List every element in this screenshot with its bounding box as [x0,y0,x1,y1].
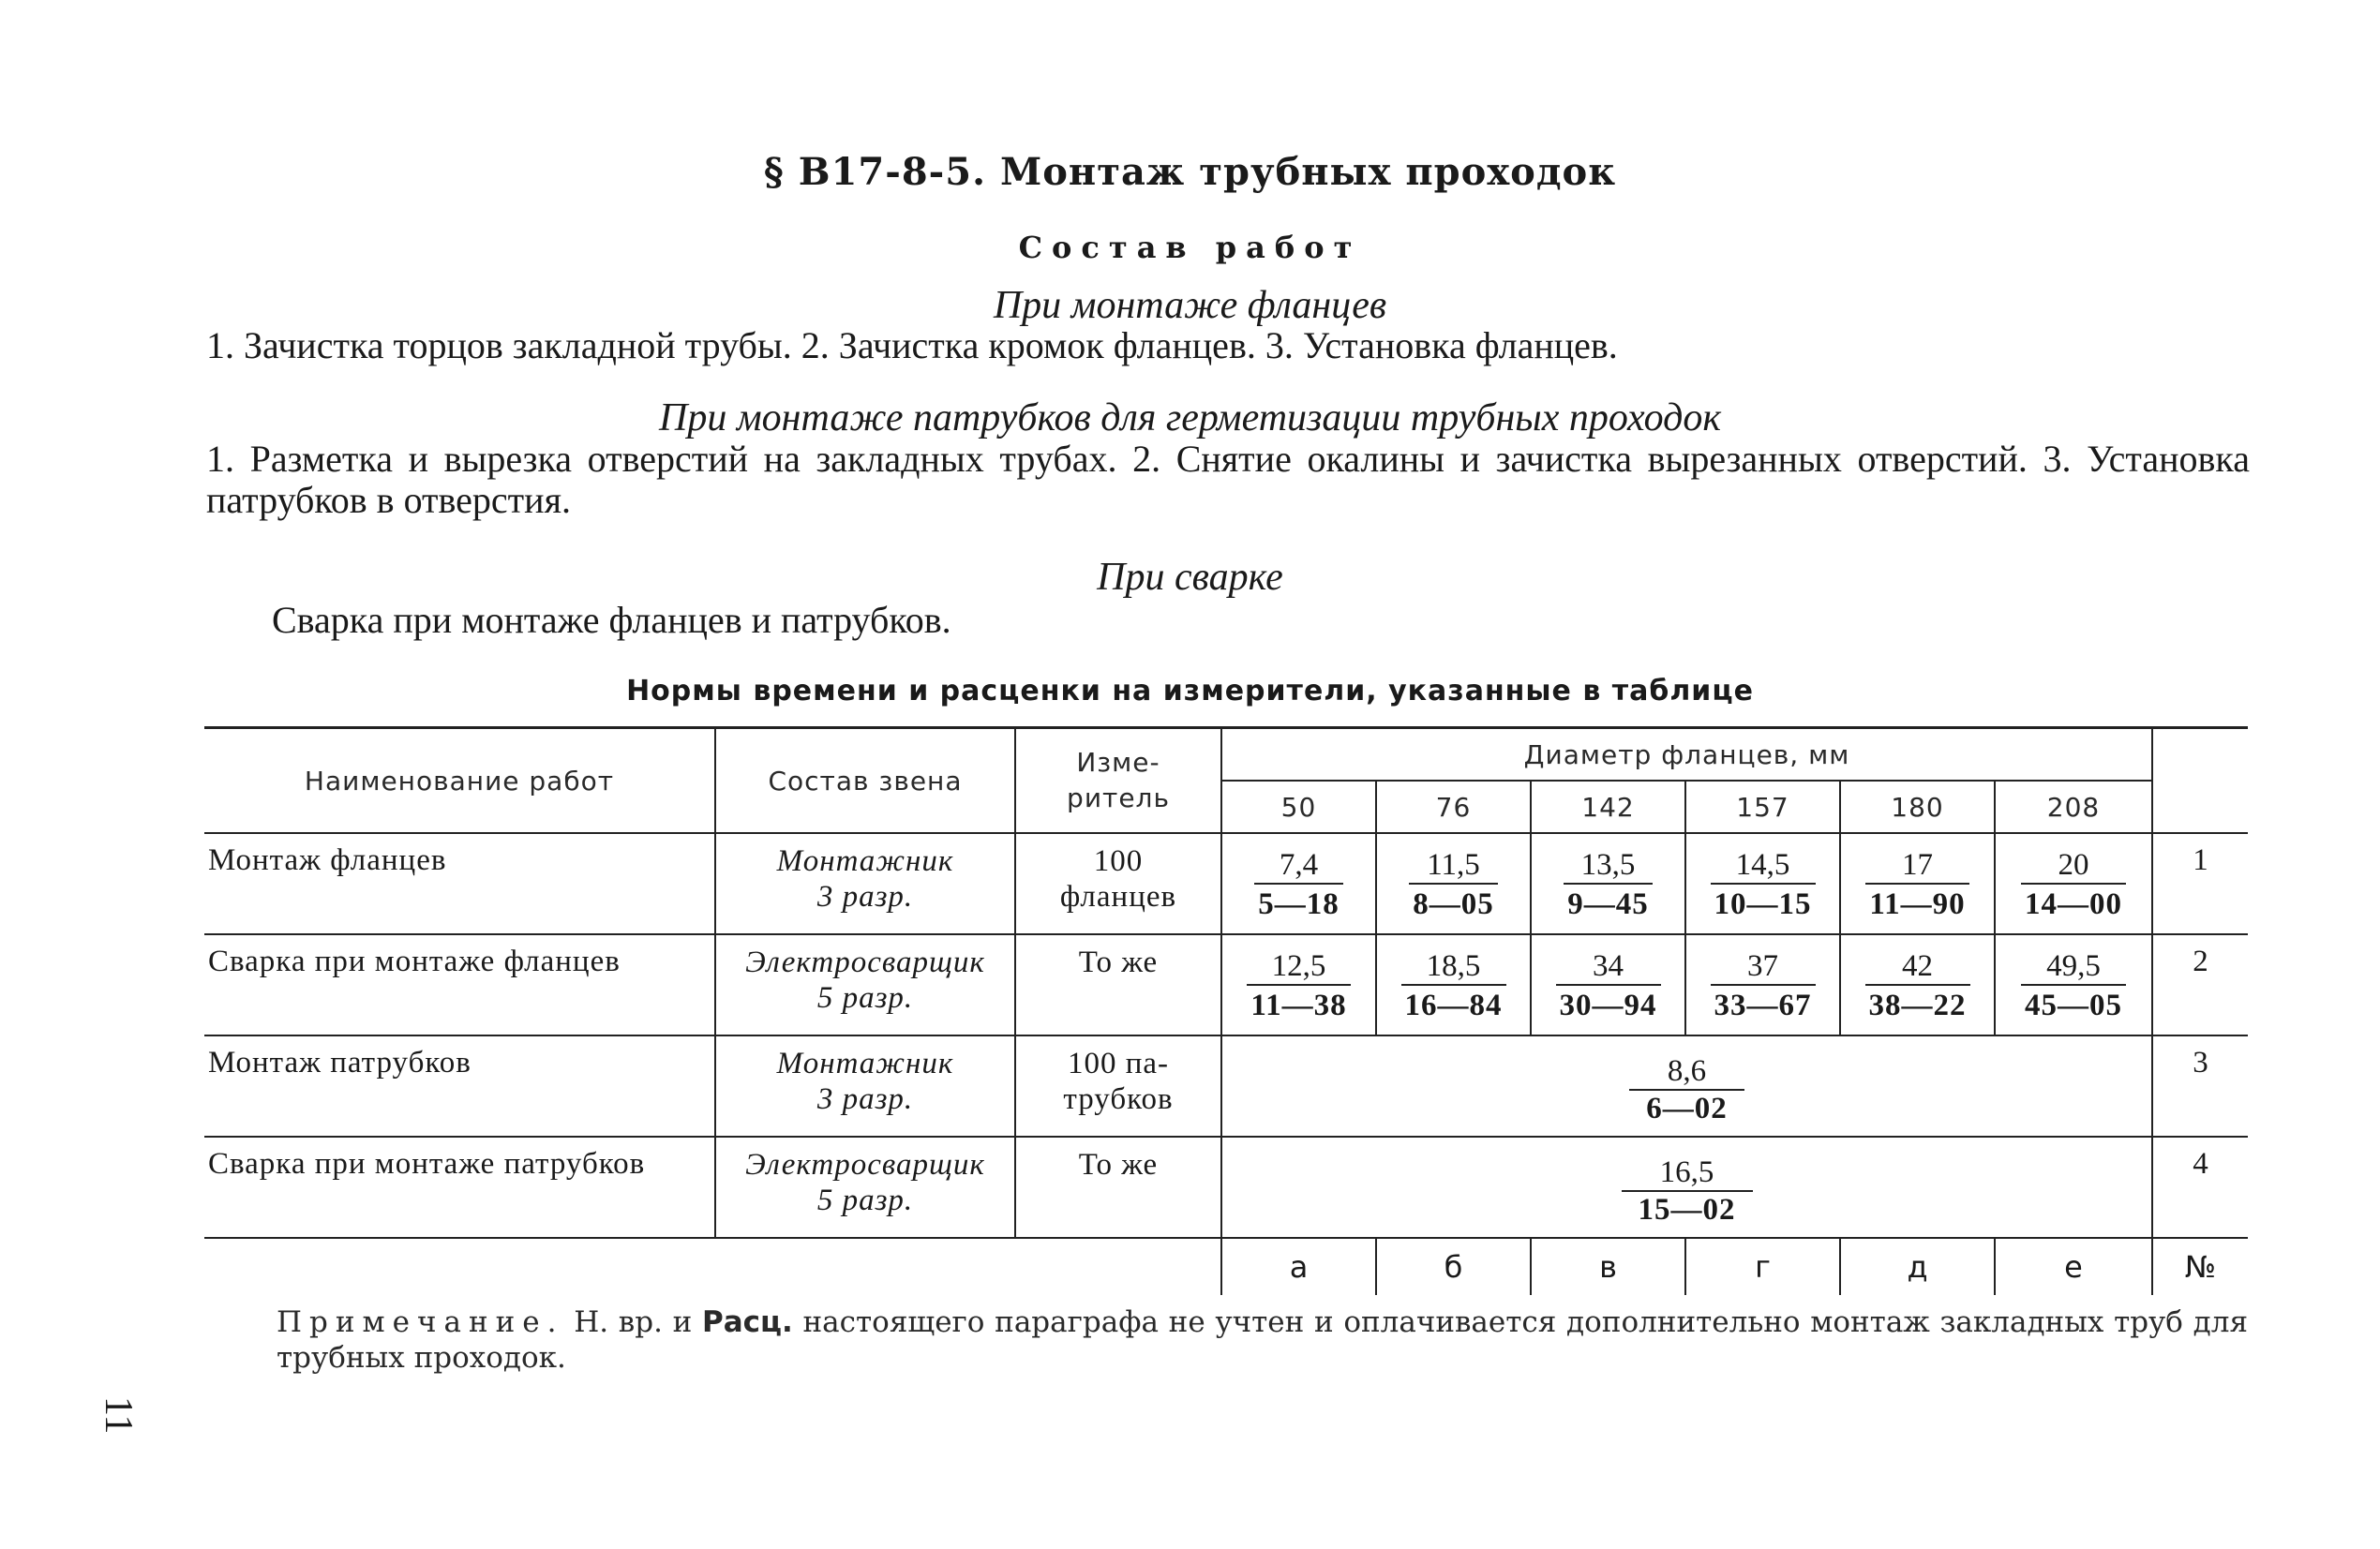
section-heading: § B17-8-5. Монтаж трубных проходок [763,150,1617,194]
rate-cell: $\frac{17}{11—90}$ [1840,833,1995,934]
header-diameter-142: 142 [1531,781,1685,833]
row-number: 2 [2152,934,2248,1035]
paragraph-flanges: 1. Зачистка торцов закладной трубы. 2. Зачистка кромок фланцев. 3. Установка фланцев. [206,324,1618,366]
rate-cell-merged: $\frac{8,6}{6—02}$ [1221,1035,2152,1137]
rate-cell: $\frac{34}{30—94}$ [1531,934,1685,1035]
row-name: Сварка при монтаже патрубков [204,1137,715,1238]
key-spacer [1015,1238,1221,1295]
table-row [204,833,2248,934]
rate-cell: $\frac{11,5}{8—05}$ [1376,833,1531,934]
header-diameter-180: 180 [1840,781,1995,833]
footnote-label: Примечание. [277,1305,564,1339]
table-title: Нормы времени и расценки на измерители, указанные в таблице [626,675,1754,707]
rate-cell: $\frac{13,5}{9—45}$ [1531,833,1685,934]
row-measure: То же [1015,1137,1221,1238]
key-spacer [715,1238,1015,1295]
row-number: 3 [2152,1035,2248,1137]
paragraph-nozzles: 1. Разметка и вырезка отверстий на закладных трубах. 2. Снятие окалины и зачистка вырезанных отверстий. 3. Установка патрубков в отверстия. [206,438,2250,521]
rate-cell: $\frac{20}{14—00}$ [1995,833,2152,934]
column-key: а [1221,1238,1376,1295]
row-name: Монтаж фланцев [204,833,715,934]
rate-cell: $\frac{18,5}{16—84}$ [1376,934,1531,1035]
header-measure: Изме-ритель [1015,728,1221,834]
header-diameter-157: 157 [1685,781,1840,833]
number-key: № [2184,1249,2217,1285]
footnote: Примечание. Н. вр. и Расц. настоящего параграфа не учтен и оплачивается дополнительно монтаж закладных труб для трубных проходок. [277,1305,2249,1375]
subtitle-welding: При сварке [1097,556,1283,599]
column-key: в [1531,1238,1685,1295]
column-key: г [1685,1238,1840,1295]
row-number: 4 [2152,1137,2248,1238]
rate-cell: $\frac{37}{33—67}$ [1685,934,1840,1035]
row-crew: Монтажник 3 разр. [715,1035,1015,1137]
page-number: 11 [97,1396,140,1435]
key-spacer [204,1238,715,1295]
row-name: Сварка при монтаже фланцев [204,934,715,1035]
footnote-bold: Расц. [702,1305,793,1339]
row-measure: 100 фланцев [1015,833,1221,934]
rate-cell: $\frac{49,5}{45—05}$ [1995,934,2152,1035]
row-crew: Электросварщик 5 разр. [715,934,1015,1035]
column-key: е [1995,1238,2152,1295]
header-diameter-208: 208 [1995,781,2152,833]
paragraph-welding: Сварка при монтаже фланцев и патрубков. [272,599,951,641]
header-diameter-76: 76 [1376,781,1531,833]
header-work-name: Наименование работ [204,728,715,834]
header-diameter-50: 50 [1221,781,1376,833]
column-key: б [1376,1238,1531,1295]
rate-cell: $\frac{12,5}{11—38}$ [1221,934,1376,1035]
row-measure: То же [1015,934,1221,1035]
header-diameter-group: Диаметр фланцев, мм [1221,728,2152,782]
row-measure: 100 па- трубков [1015,1035,1221,1137]
header-crew: Состав звена [715,728,1015,834]
rate-cell: $\frac{14,5}{10—15}$ [1685,833,1840,934]
rate-cell: $\frac{42}{38—22}$ [1840,934,1995,1035]
row-number: 1 [2152,833,2248,934]
composition-title: Состав работ [1018,230,1362,265]
table-row [204,1035,2248,1137]
header-number [2152,728,2248,834]
norms-table [204,726,2248,1295]
row-crew: Электросварщик 5 разр. [715,1137,1015,1238]
subtitle-flanges: При монтаже фланцев [993,284,1387,327]
column-key: д [1840,1238,1995,1295]
table-row [204,934,2248,1035]
column-key-row [204,1238,2248,1295]
row-crew: Монтажник 3 разр. [715,833,1015,934]
rate-cell-merged: $\frac{16,5}{15—02}$ [1221,1137,2152,1238]
row-name: Монтаж патрубков [204,1035,715,1137]
rate-cell: $\frac{7,4}{5—18}$ [1221,833,1376,934]
table-row [204,1137,2248,1238]
subtitle-nozzles: При монтаже патрубков для герметизации трубных проходок [659,396,1721,439]
